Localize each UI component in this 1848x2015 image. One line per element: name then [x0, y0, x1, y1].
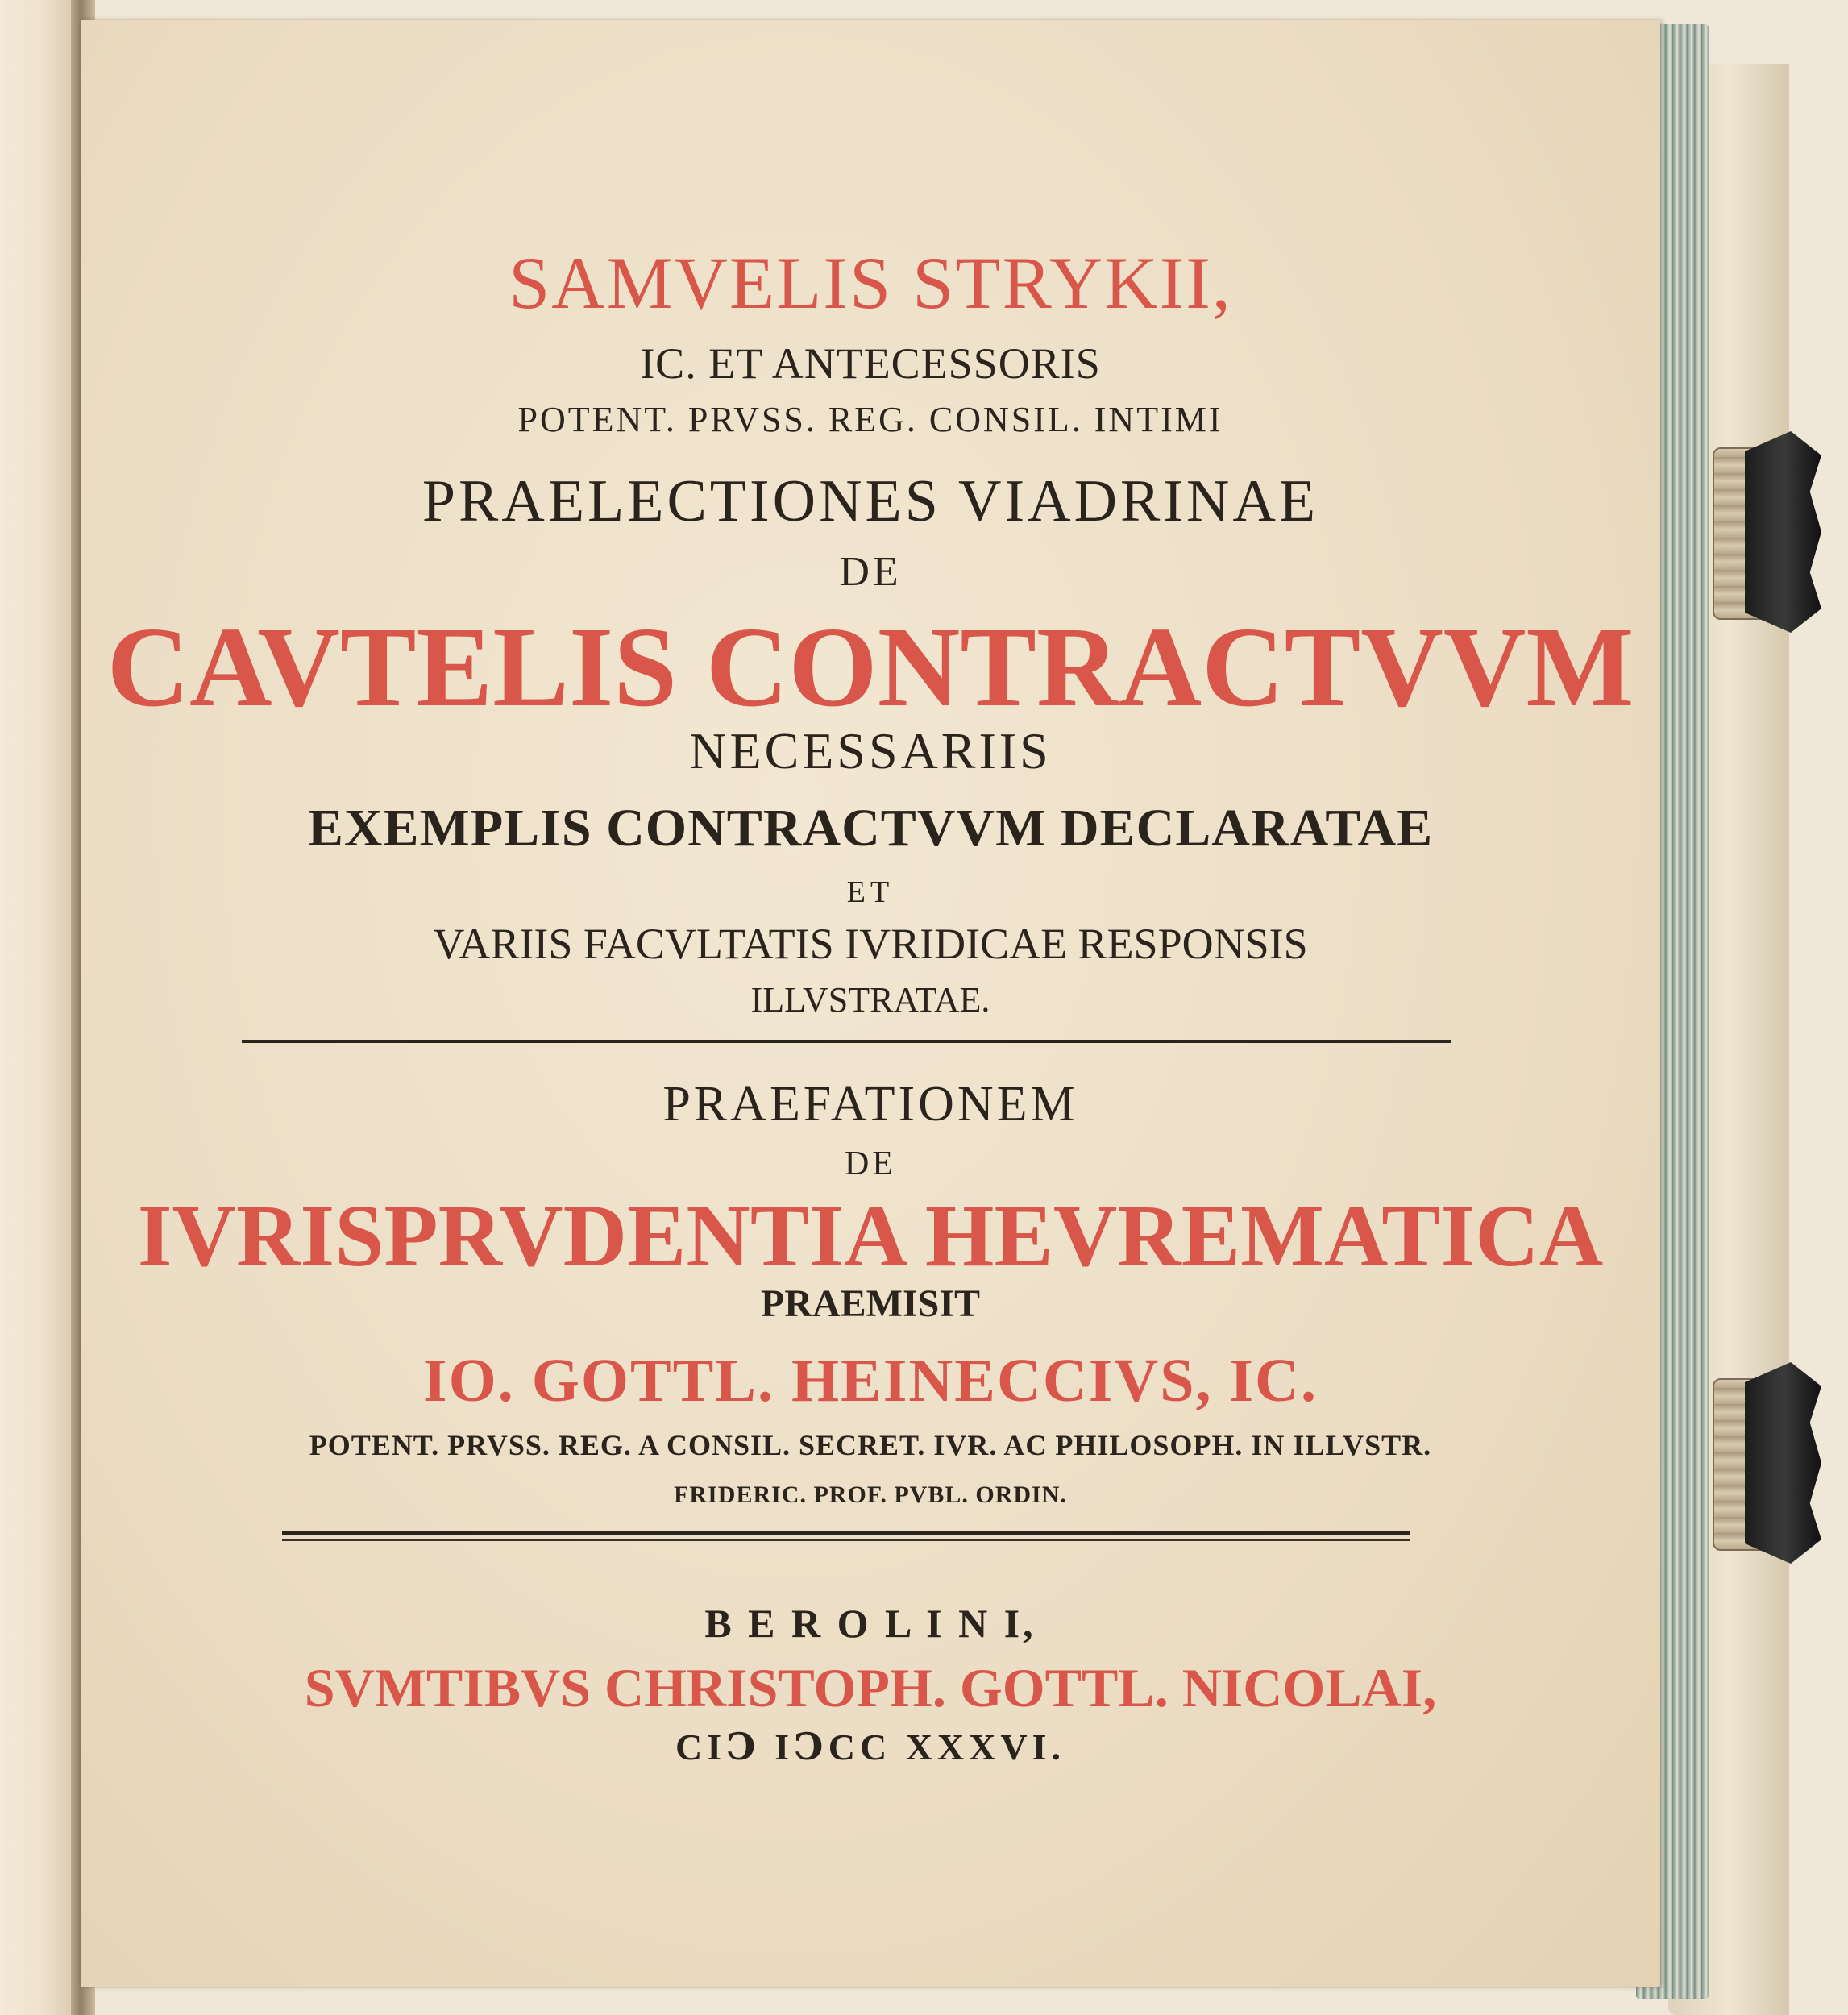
imprint-publisher: SVMTIBVS CHRISTOPH. GOTTL. NICOLAI, — [304, 1657, 1437, 1718]
left-facing-page — [0, 0, 77, 2015]
author-office: POTENT. PRVSS. REG. CONSIL. INTIMI — [517, 400, 1223, 439]
preface-title: IVRISPRVDENTIA HEVREMATICA — [137, 1186, 1604, 1285]
author-name: SAMVELIS STRYKII, — [509, 242, 1232, 324]
lower-clasp — [1713, 1362, 1825, 1564]
preface-line-3: PRAEMISIT — [760, 1282, 981, 1325]
work-line-6: VARIIS FACVLTATIS IVRIDICAE RESPONSIS — [433, 920, 1308, 968]
work-line-1: PRAELECTIONES VIADRINAE — [422, 468, 1319, 534]
work-line-3: NECESSARIIS — [689, 722, 1052, 779]
double-divider-rule — [282, 1531, 1410, 1541]
preface-line-2: DE — [845, 1145, 896, 1182]
work-line-4: EXEMPLIS CONTRACTVVM DECLARATAE — [307, 799, 1434, 858]
preface-line-1: PRAEFATIONEM — [662, 1077, 1078, 1132]
work-line-2: DE — [839, 549, 902, 595]
clasp-metal — [1745, 1362, 1821, 1564]
work-line-7: ILLVSTRATAE. — [750, 980, 990, 1020]
clasp-metal — [1745, 431, 1821, 633]
preface-author-office-2: FRIDERIC. PROF. PVBL. ORDIN. — [674, 1481, 1067, 1508]
imprint-place: B E R O L I N I, — [704, 1601, 1036, 1646]
preface-author: IO. GOTTL. HEINECCIVS, IC. — [423, 1347, 1318, 1415]
divider-rule — [242, 1040, 1451, 1043]
work-line-5: ET — [846, 875, 895, 909]
preface-author-office-1: POTENT. PRVSS. REG. A CONSIL. SECRET. IVR. AC PHILOSOPH. IN ILLVSTR. — [309, 1429, 1432, 1461]
imprint-year: CIↃ IↃCC XXXVI. — [675, 1726, 1065, 1768]
author-title: IC. ET ANTECESSORIS — [640, 339, 1101, 388]
title-page-text — [81, 0, 1660, 2015]
upper-clasp — [1713, 431, 1825, 633]
work-main-title: CAVTELIS CONTRACTVVM — [106, 603, 1634, 730]
